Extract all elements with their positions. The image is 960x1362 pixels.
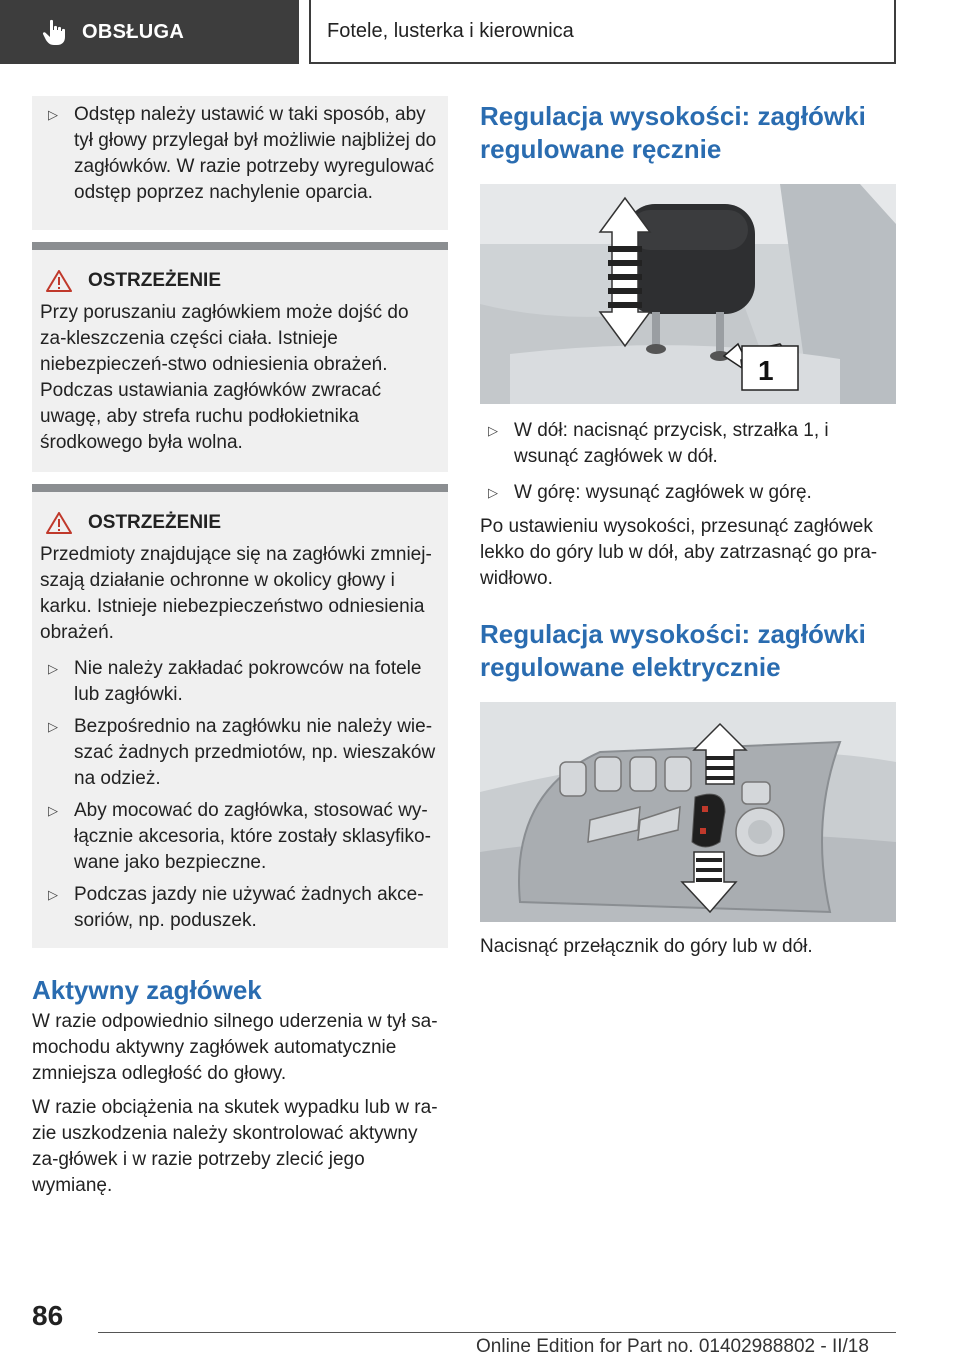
list-item-text: Podczas jazdy nie używać żadnych akce-soriów, np. poduszek. — [74, 884, 424, 931]
paragraph: W razie obciążenia na skutek wypadku lub w ra-zie uszkodzenia należy skontrolować aktywny za-główek i w razie potrzeby zlecić jego wymianę. — [32, 1097, 438, 1196]
warning-box-2 — [32, 484, 448, 948]
list-item-text: Nie należy zakładać pokrowców na fotele lub zagłówki. — [74, 658, 422, 705]
edition-note: Online Edition for Part no. 01402988802 - II/18 — [476, 1336, 869, 1357]
seat-switch-illustration — [480, 702, 896, 922]
bullet-triangle-icon: ▷ — [48, 107, 58, 122]
headrest-manual-figure — [480, 184, 896, 404]
bullet-triangle-icon: ▷ — [48, 803, 58, 818]
bullet-triangle-icon: ▷ — [48, 661, 58, 676]
list-item-text: W dół: nacisnąć przycisk, strzałka 1, i wsunąć zagłówek w dół. — [514, 420, 829, 467]
bullet-triangle-icon: ▷ — [488, 485, 498, 500]
paragraph: Po ustawieniu wysokości, przesunąć zagłówek lekko do góry lub w dół, aby zatrzasnąć go pra-widłowo. — [480, 516, 878, 589]
right-column — [480, 96, 896, 960]
list-item — [480, 418, 896, 470]
list-item-text: Aby mocować do zagłówka, stosować wy-łącznie akcesoria, które zostały sklasyfiko-wane jako bezpieczne. — [74, 800, 431, 873]
warning-triangle-icon — [46, 270, 72, 292]
section-heading: Regulacja wysokości: zagłówki regulowane elektrycznie — [480, 619, 866, 682]
warning-triangle-icon — [46, 512, 72, 534]
left-column — [32, 96, 448, 1199]
bullet-triangle-icon: ▷ — [488, 423, 498, 438]
warning-title — [40, 512, 440, 534]
warning-title-text: OSTRZEŻENIE — [88, 512, 222, 533]
paragraph: Nacisnąć przełącznik do góry lub w dół. — [480, 936, 813, 957]
page-header — [0, 0, 960, 66]
bullet-triangle-icon: ▷ — [48, 719, 58, 734]
section-heading: Regulacja wysokości: zagłówki regulowane ręcznie — [480, 101, 866, 164]
warning-title-text: OSTRZEŻENIE — [88, 270, 222, 291]
warning-box-1 — [32, 242, 448, 472]
list-item-text: Odstęp należy ustawić w taki sposób, aby tył głowy przylegał był możliwie najbliżej do zagłówków. W razie potrzeby wyregulować odstęp poprzez nachylenie oparcia. — [74, 104, 437, 203]
warning-text: Przedmioty znajdujące się na zagłówki zmniej-szają działanie ochronne w okolicy głowy i karku. Istnieje niebezpieczeństwo odniesienia obrażeń. — [40, 544, 432, 643]
list-item — [40, 102, 440, 206]
paragraph: W razie odpowiednio silnego uderzenia w tył sa-mochodu aktywny zagłówek automatycznie zmniejsza odległość do głowy. — [32, 1011, 438, 1084]
list-item — [480, 480, 896, 506]
footer-divider — [98, 1332, 896, 1333]
headrest-electric-figure — [480, 702, 896, 922]
list-item — [40, 882, 440, 934]
page-number: 86 — [32, 1300, 64, 1331]
list-item — [40, 714, 440, 792]
section-tab-label: OBSŁUGA — [82, 20, 185, 43]
chapter-title: Fotele, lusterka i kierownica — [311, 0, 896, 64]
hand-pointer-icon — [40, 18, 68, 46]
list-item-text: W górę: wysunąć zagłówek w górę. — [514, 482, 812, 503]
bullet-triangle-icon: ▷ — [48, 887, 58, 902]
section-heading: Aktywny zagłówek — [32, 975, 262, 1005]
list-item-text: Bezpośrednio na zagłówku nie należy wie-szać żadnych przedmiotów, np. wieszaków na odzież. — [74, 716, 436, 789]
section-tab — [0, 0, 299, 64]
list-item — [40, 656, 440, 708]
list-item — [40, 798, 440, 876]
headrest-manual-illustration — [480, 184, 896, 404]
figure-callout-1: 1 — [758, 355, 774, 386]
warning-title — [40, 270, 440, 292]
intro-box — [32, 96, 448, 230]
warning-text: Przy poruszaniu zagłówkiem może dojść do za-kleszczenia części ciała. Istnieje niebezpieczeń-stwo odniesienia obrażeń. Podczas ustawiania zagłówków zwracać uwagę, aby strefa ruchu podłokietnika środkowego była wolna. — [40, 302, 409, 453]
